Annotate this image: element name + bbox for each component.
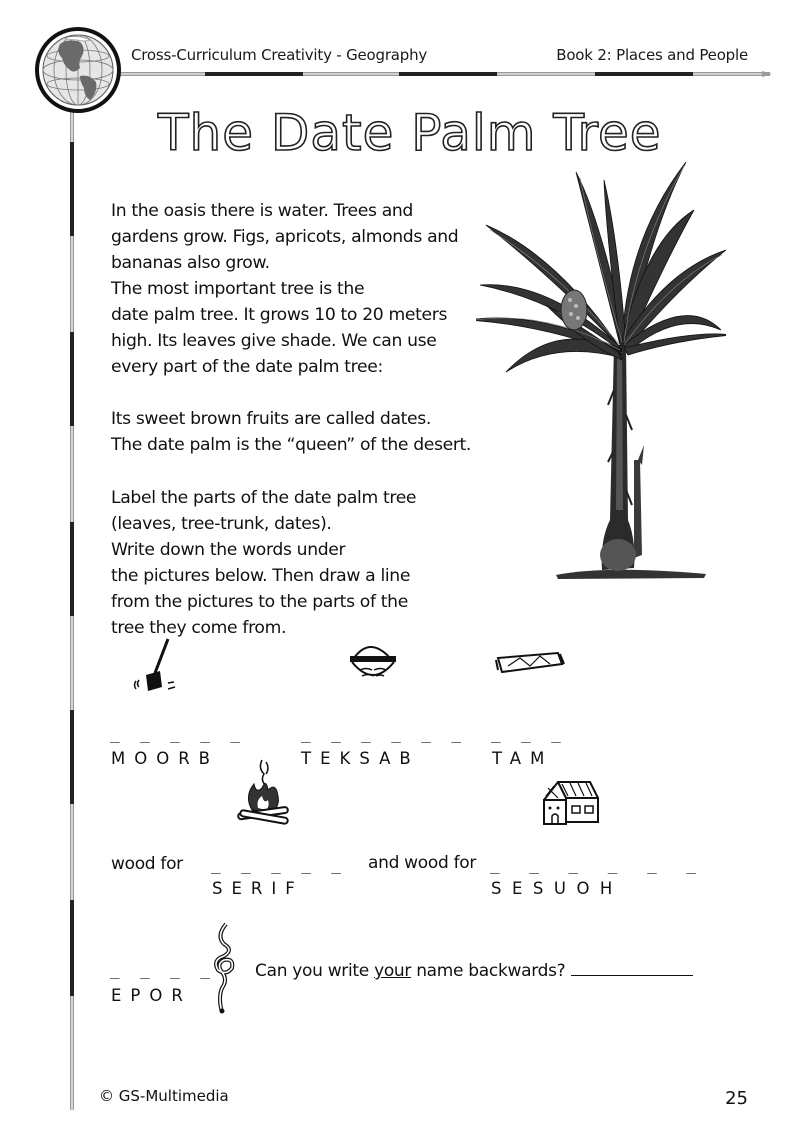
prompt-label: and wood for (368, 853, 477, 873)
broom-icon (128, 637, 184, 693)
margin-pole-segment (70, 142, 74, 236)
text-line: (leaves, tree-trunk, dates). (111, 514, 332, 534)
text-line: bananas also grow. (111, 253, 270, 273)
margin-pole-segment (70, 900, 74, 996)
text-line: every part of the date palm tree: (111, 357, 383, 377)
campfire-icon (236, 758, 292, 828)
text-line: The date palm is the “queen” of the desert. (111, 435, 472, 455)
house-icon (540, 778, 600, 828)
mat-icon (494, 650, 566, 676)
text-line: In the oasis there is water. Trees and (111, 201, 413, 221)
bonus-text: name backwards? (411, 961, 566, 981)
answer-blanks[interactable]: _ _ _ _ _ _ (301, 724, 467, 743)
answer-blanks[interactable]: _ _ _ _ _ (211, 855, 347, 874)
copyright: © GS-Multimedia (99, 1087, 229, 1105)
text-line: tree they come from. (111, 618, 287, 638)
basket-icon (348, 640, 398, 685)
page-title: The Date Palm Tree (158, 104, 662, 162)
margin-pole-segment (70, 710, 74, 804)
header-rule-segment (595, 72, 693, 76)
header-rule-segment (205, 72, 303, 76)
margin-pole-segment (70, 332, 74, 426)
text-line: Label the parts of the date palm tree (111, 488, 417, 508)
scrambled-word: SESUOH (491, 879, 623, 898)
text-line: high. Its leaves give shade. We can use (111, 331, 437, 351)
header-rule-tip (762, 71, 772, 77)
globe-icon (34, 26, 122, 114)
book-title: Book 2: Places and People (556, 46, 748, 64)
answer-blanks[interactable]: _ _ _ _ _ (110, 724, 246, 743)
text-line: The most important tree is the (111, 279, 365, 299)
text-line: from the pictures to the parts of the (111, 592, 408, 612)
margin-pole-segment (70, 522, 74, 616)
date-palm-tree-illustration (476, 160, 726, 585)
scrambled-word: EPOR (111, 986, 192, 1005)
answer-blanks[interactable]: _ _ _ _ _ _ (490, 855, 706, 874)
scrambled-word: TAM (492, 749, 554, 768)
text-line: Its sweet brown fruits are called dates. (111, 409, 431, 429)
scrambled-word: MOORB (111, 749, 219, 768)
text-line: Write down the words under (111, 540, 346, 560)
prompt-label: wood for (111, 854, 183, 874)
name-answer-line[interactable] (571, 959, 693, 976)
instruction-paragraph (111, 485, 416, 641)
fact-paragraph (111, 406, 471, 458)
bonus-text: Can you write (255, 961, 375, 981)
bonus-underlined-word: your (374, 961, 412, 981)
series-title: Cross-Curriculum Creativity - Geography (131, 46, 428, 64)
header-rule-segment (399, 72, 497, 76)
answer-blanks[interactable]: _ _ _ (491, 724, 567, 743)
page-number: 25 (725, 1088, 748, 1109)
bonus-question (255, 959, 693, 981)
text-line: date palm tree. It grows 10 to 20 meters (111, 305, 448, 325)
text-line: the pictures below. Then draw a line (111, 566, 411, 586)
scrambled-word: SERIF (212, 879, 304, 898)
text-line: gardens grow. Figs, apricots, almonds and (111, 227, 459, 247)
scrambled-word: TEKSAB (301, 749, 420, 768)
answer-blanks[interactable]: _ _ _ _ (110, 960, 216, 979)
intro-paragraph (111, 198, 458, 380)
